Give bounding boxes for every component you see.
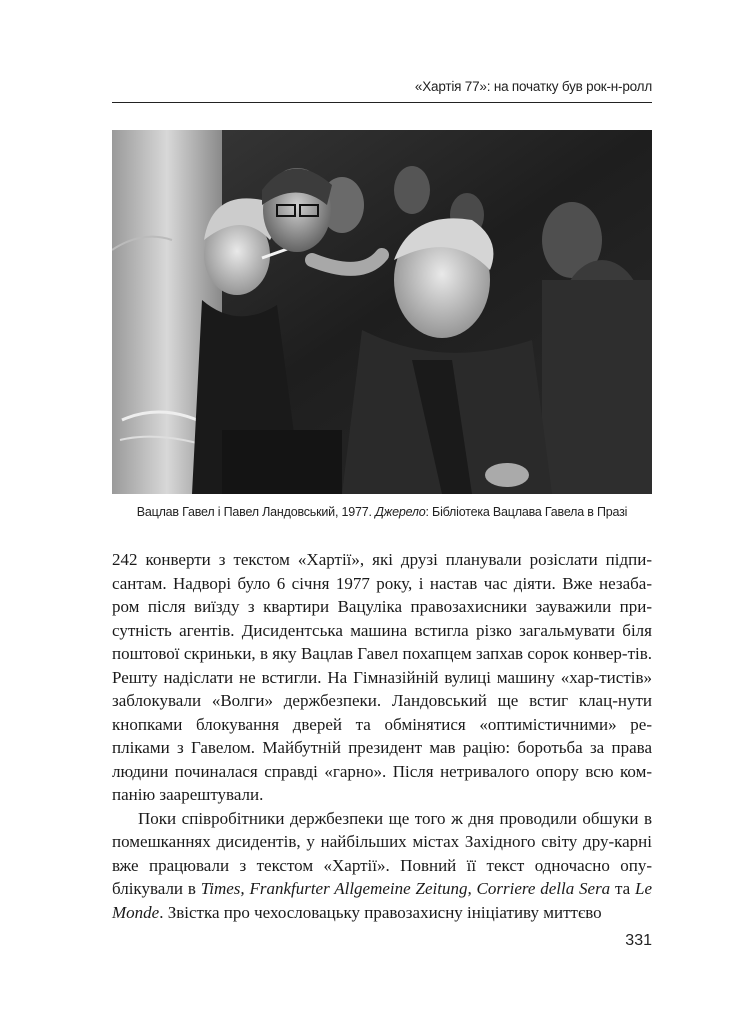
paragraph-1-text: 242 конверти з текстом «Хартії», які друзі планували розіслати підпи-сантам. Надворі було 6 січня 1977 року, і настав час діяти. Вже незаба-ром після виїзду з квартири Вацуліка правозахисники зауважили при-сутність агентів. Дисидентська машина встигла різко загальмувати біля поштової скриньки, в яку Вацлав Гавел похапцем запхав сорок конвер-тів. Решту надіслати не встигли. На Гімназійній вулиці машину «хар-тистів» заблокували «Волги» держбезпеки. Ландовський ще встиг клац-нути кнопками блокування дверей та обмінятися «оптимістичними» ре-пліками з Гавелом. Майбутній президент мав рацію: боротьба за права людини починалася справді «гарно». Після нетривалого опору всю ком-панію заарештували. (112, 550, 652, 804)
paragraph-2-text-1: Поки співробітники держбезпеки ще того ж дня проводили обшуки в помешканнях дисидентів, у найбільших містах Західного світу дру-карні вже працювали з текстом «Хартії». Повний її текст одночасно опу-блікували в (112, 808, 652, 898)
page-number: 331 (625, 932, 652, 949)
paragraph-2-text-2: та (610, 879, 636, 898)
paragraph-2 (112, 807, 652, 925)
caption-main: Вацлав Гавел і Павел Ландовський, 1977. (136, 505, 376, 519)
body-text (112, 548, 652, 924)
caption-source-label: Джерело (375, 505, 426, 519)
paragraph-1 (112, 548, 652, 807)
running-title: «Хартія 77»: на початку був рок-н-ролл (414, 79, 652, 94)
running-header (112, 76, 652, 103)
historical-photo (112, 130, 652, 494)
photo-illustration (112, 130, 652, 494)
paragraph-2-le-monde: Le Monde (112, 879, 653, 922)
photo-caption (112, 505, 652, 519)
caption-source: : Бібліотека Вацлава Гавела в Празі (425, 505, 628, 519)
paragraph-2-text-3: . Звістка про чехословацьку правозахисну ініціативу миттєво (159, 902, 602, 922)
paragraph-2-newspapers: Times, Frankfurter Allgemeine Zeitung, Corriere della Sera (200, 879, 611, 898)
